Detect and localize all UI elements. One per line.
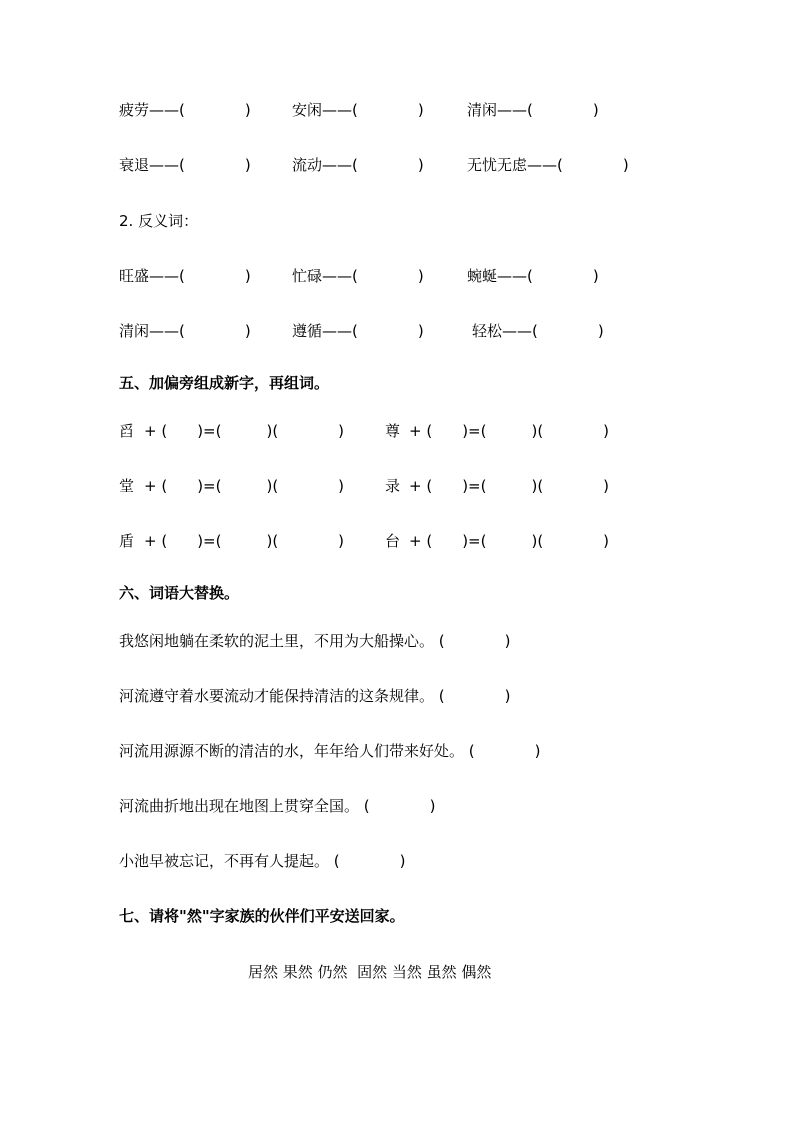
radical-pattern: + ( )=( )( ) [144, 532, 345, 550]
radical-char: 尊 [385, 422, 401, 440]
antonym-item: 轻松——( ) [472, 322, 604, 340]
replace-sentence: 我悠闲地躺在柔软的泥土里，不用为大船操心。 ( ) [119, 632, 511, 650]
radical-pattern: + ( )=( )( ) [409, 422, 610, 440]
synonym-item: 疲劳——( ) [119, 101, 251, 119]
synonym-item: 安闲——( ) [292, 101, 424, 119]
synonym-item: 无忧无虑——( ) [467, 156, 629, 174]
section5-title: 五、加偏旁组成新字，再组词。 [119, 374, 330, 392]
antonym-item: 忙碌——( ) [292, 267, 424, 285]
section6-title: 六、词语大替换。 [119, 584, 240, 602]
antonym-item: 旺盛——( ) [119, 267, 251, 285]
replace-sentence: 河流用源源不断的清洁的水，年年给人们带来好处。 ( ) [119, 742, 541, 760]
synonym-item: 清闲——( ) [467, 101, 599, 119]
radical-char: 盾 [119, 532, 135, 550]
radical-pattern: + ( )=( )( ) [409, 532, 610, 550]
antonym-item: 清闲——( ) [119, 322, 251, 340]
antonym-item: 遵循——( ) [292, 322, 424, 340]
radical-char: 台 [385, 532, 401, 550]
replace-sentence: 河流曲折地出现在地图上贯穿全国。 ( ) [119, 797, 436, 815]
replace-sentence: 河流遵守着水要流动才能保持清洁的这条规律。 ( ) [119, 687, 511, 705]
radical-pattern: + ( )=( )( ) [144, 422, 345, 440]
ran-word-list: 居然 果然 仍然 固然 当然 虽然 偶然 [248, 963, 492, 981]
radical-char: 堂 [119, 477, 135, 495]
radical-pattern: + ( )=( )( ) [409, 477, 610, 495]
synonym-item: 衰退——( ) [119, 156, 251, 174]
section7-title: 七、请将"然"字家族的伙伴们平安送回家。 [119, 907, 405, 925]
synonym-item: 流动——( ) [292, 156, 424, 174]
antonym-item: 蜿蜒——( ) [467, 267, 599, 285]
radical-pattern: + ( )=( )( ) [144, 477, 345, 495]
antonyms-heading: 2. 反义词： [119, 212, 199, 230]
radical-char: 舀 [119, 422, 135, 440]
replace-sentence: 小池早被忘记，不再有人提起。 ( ) [119, 852, 406, 870]
radical-char: 录 [385, 477, 401, 495]
